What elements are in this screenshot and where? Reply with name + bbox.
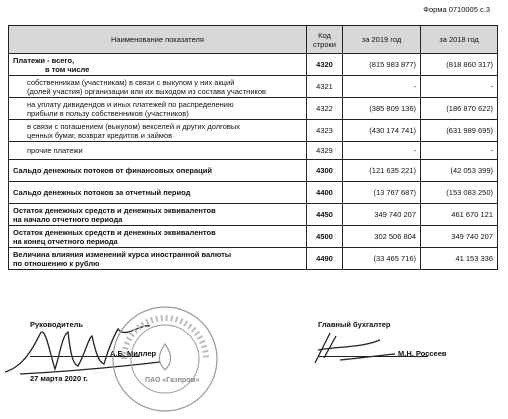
signature-block: [0, 300, 508, 419]
row-code: 4490: [307, 248, 343, 270]
table-row: [9, 160, 498, 182]
row-value-2019: 349 740 207: [343, 204, 421, 226]
row-name-line2: по отношению к рублю: [13, 258, 100, 268]
row-code: 4323: [307, 120, 343, 142]
row-value-2019: (815 983 877): [343, 54, 421, 76]
row-value-2019: (13 767 687): [343, 182, 421, 204]
col-header-name: Наименование показателя: [9, 26, 307, 54]
row-code: 4450: [307, 204, 343, 226]
row-value-2018: (153 083 250): [421, 182, 498, 204]
row-code: 4300: [307, 160, 343, 182]
head-name: А.Б. Миллер: [110, 349, 157, 358]
table-row: [9, 54, 498, 76]
row-name-line1: на уплату дивидендов и иных платежей по распределению: [27, 99, 234, 109]
row-name: [9, 248, 307, 270]
row-name-line1: собственникам (участникам) в связи с выкупом у них акций: [27, 77, 235, 87]
row-code: 4400: [307, 182, 343, 204]
row-value-2019: (33 465 716): [343, 248, 421, 270]
row-name-line1: Сальдо денежных потоков от финансовых операций: [13, 166, 212, 175]
row-value-2018: 41 153 336: [421, 248, 498, 270]
table-row: [9, 142, 498, 160]
table-row: [9, 204, 498, 226]
table-row: [9, 98, 498, 120]
row-name-line1: Величина влияния изменений курса иностранной валюты: [13, 249, 232, 259]
row-name: [9, 226, 307, 248]
row-value-2019: 302 506 804: [343, 226, 421, 248]
row-value-2018: 349 740 207: [421, 226, 498, 248]
row-code: 4322: [307, 98, 343, 120]
row-name-line1: в связи с погашением (выкупом) векселей и других долговых: [27, 121, 240, 131]
accountant-signature: [310, 328, 400, 368]
row-value-2018: -: [421, 142, 498, 160]
row-name-line2: на начало отчетного периода: [13, 214, 123, 224]
row-name-line1: Остаток денежных средств и денежных эквивалентов: [13, 227, 216, 237]
head-title: Руководитель: [30, 320, 83, 329]
row-value-2018: -: [421, 76, 498, 98]
accountant-name: М.Н. Россеев: [398, 349, 447, 358]
row-value-2019: -: [343, 142, 421, 160]
row-name: [9, 182, 307, 204]
row-code: 4320: [307, 54, 343, 76]
row-value-2019: (430 174 741): [343, 120, 421, 142]
row-name-line1: Остаток денежных средств и денежных эквивалентов: [13, 205, 216, 215]
row-name-line1: Платежи - всего,: [13, 55, 75, 65]
row-value-2019: (385 809 136): [343, 98, 421, 120]
cash-flow-table: [8, 25, 498, 270]
row-name: [9, 120, 307, 142]
row-code: 4321: [307, 76, 343, 98]
seal-caption: ПАО «Газпром»: [145, 377, 200, 384]
row-value-2018: (631 989 695): [421, 120, 498, 142]
row-name: [9, 54, 307, 76]
row-name-line2: (долей участия) организации или их выходом из состава участников: [27, 86, 267, 96]
row-name: [9, 76, 307, 98]
row-name-line2: на конец отчетного периода: [13, 236, 118, 246]
col-header-2018: за 2018 год: [421, 26, 498, 54]
row-name-line2: в том числе: [45, 64, 90, 74]
row-value-2018: (42 053 399): [421, 160, 498, 182]
accountant-title: Главный бухгалтер: [318, 320, 391, 329]
row-name: [9, 142, 307, 160]
row-name: [9, 98, 307, 120]
form-code: Форма 0710005 с.3: [423, 5, 490, 14]
row-value-2018: 461 670 121: [421, 204, 498, 226]
row-name: [9, 160, 307, 182]
row-code: 4500: [307, 226, 343, 248]
row-value-2018: (818 860 317): [421, 54, 498, 76]
row-code: 4329: [307, 142, 343, 160]
row-value-2019: -: [343, 76, 421, 98]
table-row: [9, 226, 498, 248]
row-value-2019: (121 635 221): [343, 160, 421, 182]
row-name-line1: Сальдо денежных потоков за отчетный период: [13, 188, 191, 197]
row-name-line1: прочие платежи: [27, 146, 83, 155]
table-row: [9, 120, 498, 142]
row-name: [9, 204, 307, 226]
col-header-code: Код строки: [307, 26, 343, 54]
row-value-2018: (186 870 622): [421, 98, 498, 120]
date: 27 марта 2020 г.: [30, 374, 88, 383]
table-row: [9, 182, 498, 204]
row-name-line2: ценных бумаг, возврат кредитов и займов: [27, 130, 173, 140]
table-row: [9, 248, 498, 270]
row-name-line2: прибыли в пользу собственников (участников): [27, 108, 189, 118]
col-header-2019: за 2019 год: [343, 26, 421, 54]
company-seal: [110, 304, 220, 414]
table-row: [9, 76, 498, 98]
